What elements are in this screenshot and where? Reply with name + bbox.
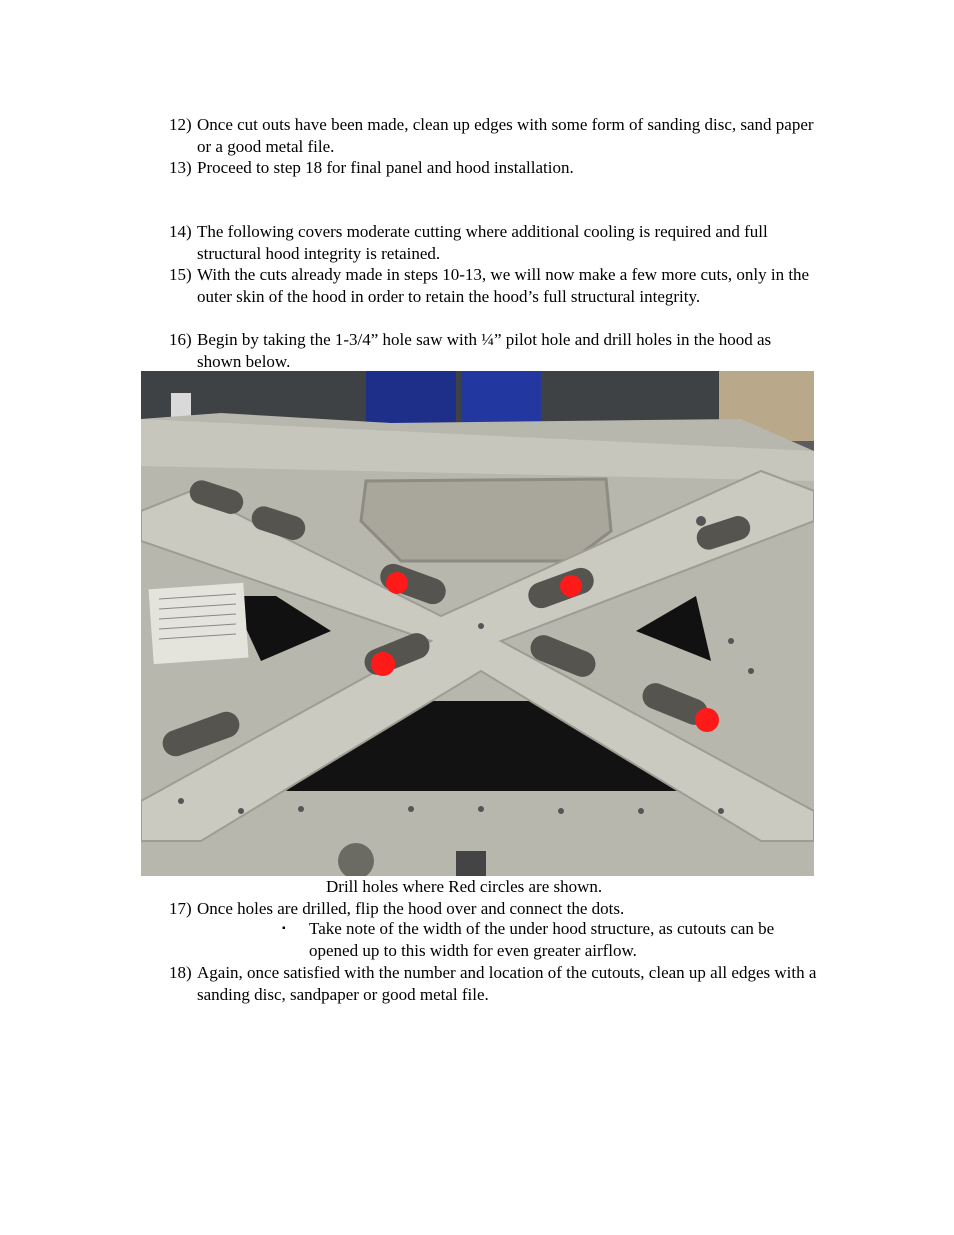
- drill-marker: [371, 652, 395, 676]
- step-number: 16): [169, 330, 192, 349]
- drill-marker: [560, 575, 582, 597]
- step-number: 17): [169, 899, 192, 918]
- note-text: Take note of the width of the under hood structure, as cutouts can be opened up to this width for even greater airflow.: [309, 919, 775, 960]
- hood-underside-photo: [141, 371, 814, 876]
- step-text: With the cuts already made in steps 10-13, we will now make a few more cuts, only in the outer skin of the hood in order to retain the hood’s full structural integrity.: [197, 265, 810, 306]
- bullet-marker: ▪: [282, 923, 286, 934]
- step-text: Once cut outs have been made, clean up edges with some form of sanding disc, sand paper or a good metal file.: [197, 115, 814, 156]
- drill-marker: [386, 572, 408, 594]
- drill-marker: [695, 708, 719, 732]
- step-text: The following covers moderate cutting where additional cooling is required and full structural hood integrity is retained.: [197, 222, 768, 263]
- step-number: 18): [169, 963, 192, 982]
- step-number: 13): [169, 158, 192, 177]
- step-number: 14): [169, 222, 192, 241]
- step-number: 12): [169, 115, 192, 134]
- step-text: Proceed to step 18 for final panel and hood installation.: [197, 158, 574, 177]
- step-text: Again, once satisfied with the number and location of the cutouts, clean up all edges with a sanding disc, sandpaper or good metal file.: [197, 963, 817, 1004]
- step-number: 15): [169, 265, 192, 284]
- step-text: Begin by taking the 1-3/4” hole saw with ¼” pilot hole and drill holes in the hood as shown below.: [197, 330, 772, 371]
- photo-caption: Drill holes where Red circles are shown.: [326, 877, 603, 896]
- step-text: Once holes are drilled, flip the hood over and connect the dots.: [197, 899, 625, 918]
